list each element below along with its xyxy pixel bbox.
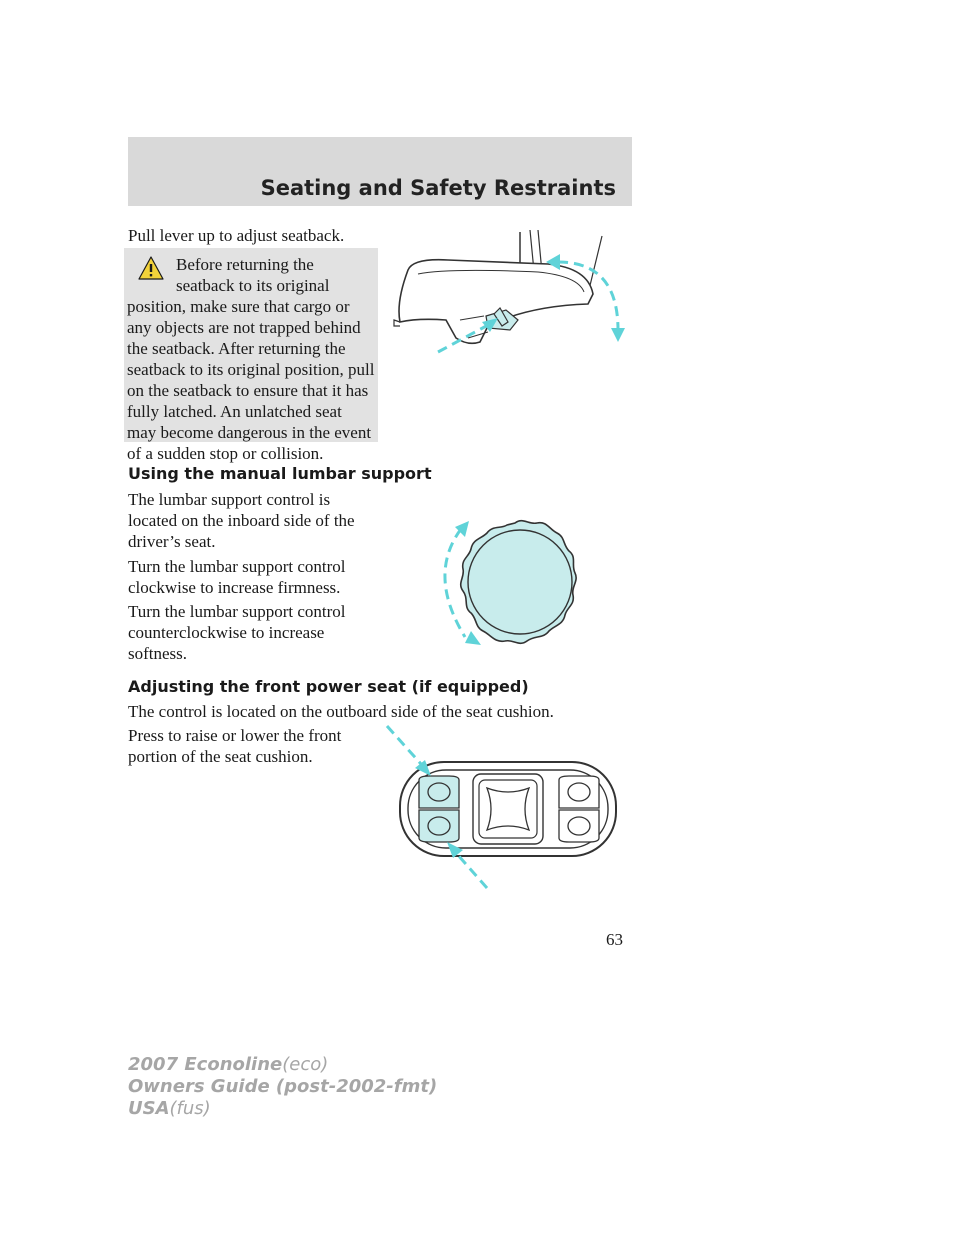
- lumbar-knob-illustration: [425, 515, 590, 655]
- warning-text: [124, 254, 375, 464]
- warning-box: [124, 248, 378, 463]
- page-number: 63: [606, 930, 623, 949]
- section-title: Seating and Safety Restraints: [260, 176, 616, 200]
- footer-model-code: (eco): [282, 1054, 329, 1075]
- power-seat-para-location: The control is located on the outboard side of the seat cushion.: [128, 702, 554, 721]
- warning-line-2: seatback to its original: [176, 276, 330, 295]
- footer-market: USA: [128, 1098, 170, 1119]
- footer-line-2: [128, 1076, 437, 1098]
- footer-market-code: (fus): [169, 1098, 211, 1119]
- footer-line-3: [128, 1098, 437, 1120]
- warning-body: position, make sure that cargo or any objects are not trapped behind the seatback. After returning the seatback to its original position, pull on the seatback to ensure that it has fully latched. An unlatched seat may become dangerous in the event of a sudden stop or collision.: [127, 297, 375, 463]
- footer-model: 2007 Econoline: [128, 1054, 283, 1075]
- front-down-switch: [419, 810, 459, 842]
- front-up-switch: [419, 776, 459, 808]
- footer-line-1: [128, 1054, 437, 1076]
- lumbar-para-location: The lumbar support control is located on the inboard side of the driver’s seat.: [128, 490, 355, 551]
- section-header-bar: [128, 137, 632, 206]
- document-footer: [128, 1054, 437, 1120]
- power-seat-para-press: Press to raise or lower the front portion of the seat cushion.: [128, 726, 342, 766]
- footer-guide: Owners Guide (post-2002-fmt): [128, 1076, 438, 1097]
- seatback-instruction: Pull lever up to adjust seatback.: [128, 226, 345, 245]
- seatback-lever-illustration: [388, 222, 633, 362]
- power-seat-heading: Adjusting the front power seat (if equipped): [128, 677, 529, 696]
- warning-line-1: Before returning the: [176, 255, 314, 274]
- lumbar-heading: Using the manual lumbar support: [128, 464, 432, 483]
- lumbar-para-softness: Turn the lumbar support control counterclockwise to increase softness.: [128, 602, 346, 663]
- lumbar-para-firmness: Turn the lumbar support control clockwise to increase firmness.: [128, 557, 346, 597]
- power-seat-control-illustration: [385, 722, 630, 892]
